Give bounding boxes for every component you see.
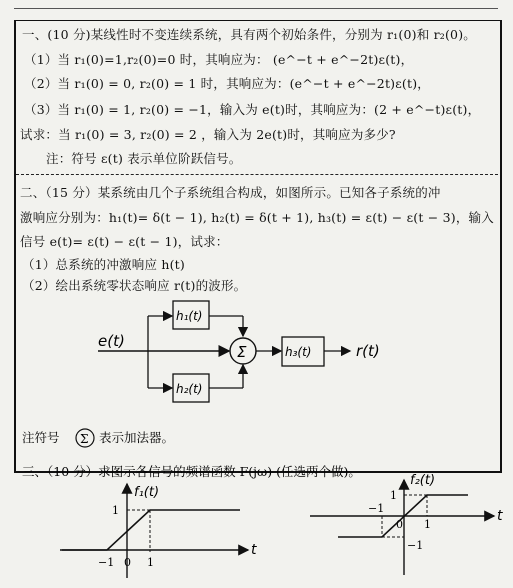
g2-level-bottom: −1 bbox=[407, 539, 424, 552]
diagram-output-label: r(t) bbox=[356, 342, 380, 360]
g2-level-top: 1 bbox=[390, 489, 397, 502]
g1-tick-0: 0 bbox=[124, 556, 131, 569]
p2-line3: 信号 e(t)= ε(t) − ε(t − 1)，试求： bbox=[20, 234, 229, 249]
block-h3-label: h₃(t) bbox=[285, 345, 312, 359]
g1-tick-neg1: −1 bbox=[98, 556, 115, 569]
g2-tick-0: 0 bbox=[396, 518, 403, 531]
g1-level: 1 bbox=[112, 504, 119, 517]
p1-line4: （3）当 r₁(0) = 1, r₂(0) = −1，输入为 e(t)时，其响应为：(2 + e^−t)ε(t)， bbox=[24, 102, 481, 117]
p1-line3: （2）当 r₁(0) = 0, r₂(0) = 1 时，其响应为：(e^−t + e^−2t)ε(t)， bbox=[24, 76, 430, 91]
p1-line2: （1）当 r₁(0)=1,r₂(0)=0 时，其响应为： (e^−t + e^−2t)ε(t)， bbox=[24, 52, 414, 67]
g1-ylabel: f₁(t) bbox=[134, 485, 160, 500]
p1-line5: 试求：当 r₁(0) = 3, r₂(0) = 2 ，输入为 2e(t)时，其响应为多少? bbox=[20, 127, 396, 142]
g1-xlabel: t bbox=[251, 542, 257, 558]
note-suffix: 表示加法器。 bbox=[99, 430, 175, 445]
p3-line1: 三、（10 分）求图示各信号的频谱函数 F(jω) (任选两个做)。 bbox=[22, 464, 361, 479]
block-h2-label: h₂(t) bbox=[176, 382, 203, 396]
p2-line5: （2）绘出系统零状态响应 r(t)的波形。 bbox=[22, 278, 247, 293]
sum-symbol: Σ bbox=[237, 343, 247, 361]
note-sum-symbol: Σ bbox=[80, 432, 89, 446]
g2-tick-1: 1 bbox=[424, 518, 431, 531]
note-prefix: 注符号 bbox=[22, 430, 60, 445]
diagram-input-label: e(t) bbox=[98, 332, 125, 350]
block-h1-label: h₁(t) bbox=[176, 309, 203, 323]
g1-tick-1: 1 bbox=[147, 556, 154, 569]
g2-xlabel: t bbox=[497, 508, 503, 524]
g2-tick-neg1: −1 bbox=[368, 502, 385, 515]
p2-line4: （1）总系统的冲激响应 h(t) bbox=[22, 257, 185, 272]
p2-line2: 激响应分别为：h₁(t)= δ(t − 1), h₂(t) = δ(t + 1), h₃(t) = ε(t) − ε(t − 3)，输入 bbox=[20, 210, 494, 225]
p1-note: 注：符号 ε(t) 表示单位阶跃信号。 bbox=[46, 151, 242, 166]
g2-ylabel: f₂(t) bbox=[410, 473, 436, 488]
p2-line1: 二、（15 分）某系统由几个子系统组合构成，如图所示。已知各子系统的冲 bbox=[20, 185, 441, 200]
p1-line1: 一、(10 分)某线性时不变连续系统，具有两个初始条件，分别为 r₁(0)和 r₂(0)。 bbox=[22, 27, 476, 42]
g1-signal-curve bbox=[62, 510, 240, 550]
